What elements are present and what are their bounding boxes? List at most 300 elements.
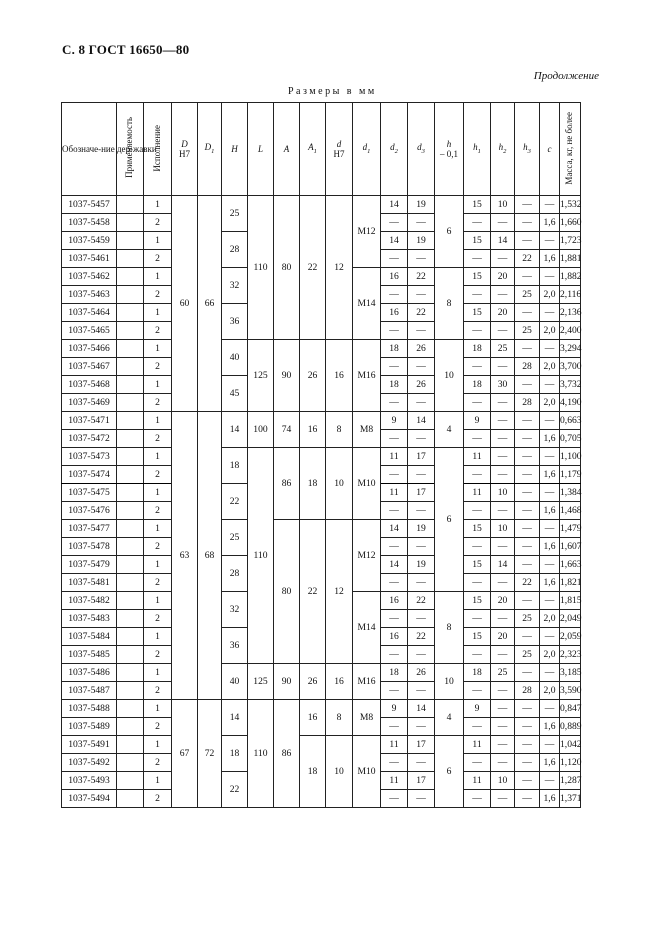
cell-ver: 2 — [144, 358, 172, 376]
col-designation: Обозначе-ние дер-жавки — [62, 103, 117, 196]
cell-d: 12 — [326, 196, 353, 340]
cell-h: 8 — [435, 592, 464, 664]
cell-d2: — — [381, 214, 408, 232]
cell-d3: 22 — [408, 628, 435, 646]
cell-ver: 1 — [144, 592, 172, 610]
table-header — [62, 103, 611, 196]
cell-h3: — — [515, 790, 540, 808]
col-d2: $d_2$ — [381, 103, 408, 196]
cell-c: — — [540, 700, 560, 718]
cell-h3: — — [515, 214, 540, 232]
cell-ver: 2 — [144, 646, 172, 664]
cell-h: 10 — [435, 664, 464, 700]
cell-d3: 26 — [408, 340, 435, 358]
cell-m: 1,660 — [560, 214, 581, 232]
cell-des: 1037-5474 — [62, 466, 117, 484]
cell-d2: — — [381, 502, 408, 520]
cell-D: 60 — [172, 196, 198, 412]
cell-m: 1,287 — [560, 772, 581, 790]
cell-c: — — [540, 376, 560, 394]
cell-h3: 22 — [515, 574, 540, 592]
cell-H: 22 — [222, 772, 248, 808]
table-row — [62, 736, 611, 754]
cell-H: 45 — [222, 376, 248, 412]
cell-h2: — — [491, 466, 515, 484]
cell-ver: 1 — [144, 484, 172, 502]
cell-c: — — [540, 304, 560, 322]
cell-d3: 19 — [408, 520, 435, 538]
cell-h3: — — [515, 664, 540, 682]
cell-d1: M10 — [353, 736, 381, 808]
col-version: Исполнение — [144, 103, 172, 196]
cell-h2: 20 — [491, 628, 515, 646]
cell-h3: 25 — [515, 610, 540, 628]
cell-des: 1037-5487 — [62, 682, 117, 700]
cell-d3: 22 — [408, 592, 435, 610]
cell-h1: — — [464, 394, 491, 412]
cell-d1: M12 — [353, 520, 381, 592]
cell-h3: — — [515, 484, 540, 502]
cell-d2: — — [381, 610, 408, 628]
cell-h2: — — [491, 574, 515, 592]
cell-h2: — — [491, 322, 515, 340]
cell-h3: — — [515, 466, 540, 484]
cell-h3: — — [515, 502, 540, 520]
cell-d2: 11 — [381, 448, 408, 466]
cell-c: — — [540, 628, 560, 646]
cell-app — [117, 700, 144, 718]
cell-m: 2,049 — [560, 610, 581, 628]
cell-app — [117, 520, 144, 538]
cell-app — [117, 592, 144, 610]
cell-d2: 16 — [381, 628, 408, 646]
cell-d2: 14 — [381, 196, 408, 214]
cell-H: 28 — [222, 556, 248, 592]
continuation-note: Продолжение — [533, 70, 599, 82]
cell-h1: 18 — [464, 340, 491, 358]
cell-H: 14 — [222, 700, 248, 736]
cell-ver: 2 — [144, 394, 172, 412]
cell-ver: 2 — [144, 610, 172, 628]
cell-ver: 2 — [144, 502, 172, 520]
cell-app — [117, 610, 144, 628]
cell-d3: — — [408, 430, 435, 448]
cell-d2: 16 — [381, 304, 408, 322]
cell-d2: — — [381, 574, 408, 592]
cell-app — [117, 736, 144, 754]
cell-h2: — — [491, 250, 515, 268]
cell-L: 100 — [248, 412, 274, 448]
cell-A1: 18 — [300, 736, 326, 808]
cell-h3: — — [515, 376, 540, 394]
cell-des: 1037-5469 — [62, 394, 117, 412]
cell-ver: 2 — [144, 790, 172, 808]
cell-m: 0,705 — [560, 430, 581, 448]
cell-des: 1037-5489 — [62, 718, 117, 736]
cell-H: 18 — [222, 736, 248, 772]
cell-m: 1,042 — [560, 736, 581, 754]
cell-app — [117, 268, 144, 286]
cell-d3: — — [408, 466, 435, 484]
cell-d3: — — [408, 574, 435, 592]
cell-app — [117, 232, 144, 250]
cell-A1: 18 — [300, 448, 326, 520]
cell-ver: 2 — [144, 718, 172, 736]
cell-d1: M8 — [353, 412, 381, 448]
cell-D: 67 — [172, 700, 198, 808]
cell-h2: — — [491, 214, 515, 232]
cell-h1: 11 — [464, 772, 491, 790]
cell-ver: 2 — [144, 322, 172, 340]
cell-h: 8 — [435, 268, 464, 340]
cell-d2: 11 — [381, 772, 408, 790]
cell-app — [117, 502, 144, 520]
cell-h1: — — [464, 322, 491, 340]
cell-L: 110 — [248, 196, 274, 340]
cell-d3: 26 — [408, 664, 435, 682]
cell-des: 1037-5486 — [62, 664, 117, 682]
cell-app — [117, 790, 144, 808]
cell-des: 1037-5494 — [62, 790, 117, 808]
cell-d2: 18 — [381, 664, 408, 682]
col-D1: $D_1$ — [198, 103, 222, 196]
cell-H: 40 — [222, 664, 248, 700]
cell-d2: 14 — [381, 232, 408, 250]
cell-app — [117, 484, 144, 502]
cell-d: 8 — [326, 412, 353, 448]
cell-h1: 15 — [464, 556, 491, 574]
cell-h1: 15 — [464, 592, 491, 610]
cell-h2: — — [491, 736, 515, 754]
cell-d: 10 — [326, 736, 353, 808]
cell-m: 1,815 — [560, 592, 581, 610]
cell-D: 63 — [172, 412, 198, 700]
cell-des: 1037-5467 — [62, 358, 117, 376]
cell-d3: — — [408, 214, 435, 232]
cell-h3: — — [515, 700, 540, 718]
cell-c: 1,6 — [540, 790, 560, 808]
col-L: L — [248, 103, 274, 196]
col-mass: Масса, кг, не более — [560, 103, 581, 196]
cell-d3: — — [408, 790, 435, 808]
cell-h3: — — [515, 412, 540, 430]
cell-h1: — — [464, 466, 491, 484]
cell-h1: — — [464, 718, 491, 736]
cell-d2: 16 — [381, 592, 408, 610]
cell-H: 32 — [222, 592, 248, 628]
cell-d: 16 — [326, 664, 353, 700]
cell-d1: M12 — [353, 196, 381, 268]
cell-m: 1,882 — [560, 268, 581, 286]
cell-L: 110 — [248, 448, 274, 664]
cell-d1: M14 — [353, 592, 381, 664]
cell-ver: 1 — [144, 268, 172, 286]
cell-d3: 17 — [408, 448, 435, 466]
cell-d3: — — [408, 718, 435, 736]
cell-des: 1037-5481 — [62, 574, 117, 592]
cell-h2: 20 — [491, 304, 515, 322]
col-c: c — [540, 103, 560, 196]
cell-A: 90 — [274, 340, 300, 412]
cell-des: 1037-5478 — [62, 538, 117, 556]
cell-h: 10 — [435, 340, 464, 412]
cell-d3: — — [408, 286, 435, 304]
cell-d3: 19 — [408, 556, 435, 574]
cell-h: 4 — [435, 700, 464, 736]
cell-h1: 9 — [464, 700, 491, 718]
col-A: A — [274, 103, 300, 196]
cell-d2: 9 — [381, 700, 408, 718]
cell-A: 80 — [274, 520, 300, 664]
cell-h: 6 — [435, 448, 464, 592]
cell-h1: — — [464, 538, 491, 556]
cell-des: 1037-5477 — [62, 520, 117, 538]
cell-h2: — — [491, 790, 515, 808]
cell-m: 3,185 — [560, 664, 581, 682]
cell-h3: — — [515, 430, 540, 448]
cell-ver: 1 — [144, 772, 172, 790]
cell-des: 1037-5488 — [62, 700, 117, 718]
cell-h2: — — [491, 412, 515, 430]
cell-app — [117, 574, 144, 592]
cell-h2: 14 — [491, 556, 515, 574]
cell-des: 1037-5472 — [62, 430, 117, 448]
cell-app — [117, 304, 144, 322]
cell-d2: 11 — [381, 736, 408, 754]
cell-c: — — [540, 340, 560, 358]
cell-h1: 15 — [464, 628, 491, 646]
cell-ver: 1 — [144, 700, 172, 718]
cell-h3: 25 — [515, 646, 540, 664]
cell-A1: 22 — [300, 196, 326, 340]
cell-h1: — — [464, 610, 491, 628]
cell-h1: — — [464, 682, 491, 700]
cell-A: 90 — [274, 664, 300, 700]
cell-h1: 15 — [464, 196, 491, 214]
cell-h1: 11 — [464, 448, 491, 466]
cell-ver: 2 — [144, 538, 172, 556]
cell-A: 74 — [274, 412, 300, 448]
cell-des: 1037-5485 — [62, 646, 117, 664]
cell-c: 1,6 — [540, 718, 560, 736]
table-row — [62, 340, 611, 358]
table-row — [62, 700, 611, 718]
cell-c: 1,6 — [540, 466, 560, 484]
cell-d2: 9 — [381, 412, 408, 430]
cell-ver: 2 — [144, 574, 172, 592]
cell-h3: 28 — [515, 682, 540, 700]
cell-d2: — — [381, 538, 408, 556]
cell-c: — — [540, 232, 560, 250]
cell-h3: — — [515, 340, 540, 358]
cell-A1: 22 — [300, 520, 326, 664]
cell-d1: M16 — [353, 340, 381, 412]
cell-m: 2,136 — [560, 304, 581, 322]
cell-A1: 26 — [300, 340, 326, 412]
cell-h3: — — [515, 520, 540, 538]
col-A1: $A_1$ — [300, 103, 326, 196]
cell-h1: — — [464, 646, 491, 664]
cell-ver: 1 — [144, 628, 172, 646]
cell-h2: — — [491, 610, 515, 628]
cell-h1: — — [464, 286, 491, 304]
cell-ver: 2 — [144, 682, 172, 700]
cell-d2: — — [381, 646, 408, 664]
cell-H: 36 — [222, 304, 248, 340]
cell-H: 25 — [222, 520, 248, 556]
cell-des: 1037-5466 — [62, 340, 117, 358]
cell-app — [117, 376, 144, 394]
cell-h1: — — [464, 574, 491, 592]
cell-D1: 66 — [198, 196, 222, 412]
cell-m: 1,532 — [560, 196, 581, 214]
cell-c: — — [540, 268, 560, 286]
cell-ver: 1 — [144, 412, 172, 430]
cell-des: 1037-5473 — [62, 448, 117, 466]
cell-c: — — [540, 448, 560, 466]
cell-d2: — — [381, 394, 408, 412]
cell-A1: 16 — [300, 412, 326, 448]
cell-app — [117, 556, 144, 574]
cell-d2: — — [381, 250, 408, 268]
cell-d2: — — [381, 718, 408, 736]
cell-ver: 1 — [144, 520, 172, 538]
cell-des: 1037-5471 — [62, 412, 117, 430]
cell-d3: 26 — [408, 376, 435, 394]
cell-d2: — — [381, 430, 408, 448]
cell-h1: 18 — [464, 664, 491, 682]
cell-h1: 15 — [464, 268, 491, 286]
cell-m: 0,663 — [560, 412, 581, 430]
cell-des: 1037-5491 — [62, 736, 117, 754]
cell-app — [117, 646, 144, 664]
cell-ver: 1 — [144, 232, 172, 250]
cell-h3: — — [515, 448, 540, 466]
cell-d2: — — [381, 358, 408, 376]
cell-m: 1,179 — [560, 466, 581, 484]
cell-H: 40 — [222, 340, 248, 376]
cell-h3: 25 — [515, 322, 540, 340]
cell-m: 1,371 — [560, 790, 581, 808]
cell-m: 0,889 — [560, 718, 581, 736]
cell-des: 1037-5465 — [62, 322, 117, 340]
cell-h3: — — [515, 736, 540, 754]
cell-h3: — — [515, 718, 540, 736]
cell-c: 1,6 — [540, 754, 560, 772]
cell-m: 1,120 — [560, 754, 581, 772]
col-application: Применяемость — [117, 103, 144, 196]
cell-d3: 19 — [408, 196, 435, 214]
cell-h2: — — [491, 718, 515, 736]
col-d3: $d_3$ — [408, 103, 435, 196]
cell-H: 22 — [222, 484, 248, 520]
cell-ver: 1 — [144, 376, 172, 394]
cell-h1: — — [464, 214, 491, 232]
cell-h2: 10 — [491, 520, 515, 538]
cell-app — [117, 754, 144, 772]
cell-h: 4 — [435, 412, 464, 448]
cell-c: 2,0 — [540, 646, 560, 664]
cell-A1: 16 — [300, 700, 326, 736]
cell-h1: 18 — [464, 376, 491, 394]
cell-m: 3,294 — [560, 340, 581, 358]
cell-L: 110 — [248, 700, 274, 808]
cell-h2: — — [491, 538, 515, 556]
cell-d3: 22 — [408, 268, 435, 286]
cell-d: 16 — [326, 340, 353, 412]
cell-h2: 25 — [491, 664, 515, 682]
cell-c: 2,0 — [540, 358, 560, 376]
cell-m: 2,116 — [560, 286, 581, 304]
cell-h3: — — [515, 232, 540, 250]
cell-ver: 2 — [144, 466, 172, 484]
cell-d3: — — [408, 322, 435, 340]
cell-h2: 25 — [491, 340, 515, 358]
cell-d2: — — [381, 286, 408, 304]
cell-c: 1,6 — [540, 250, 560, 268]
cell-app — [117, 430, 144, 448]
cell-ver: 1 — [144, 556, 172, 574]
cell-des: 1037-5475 — [62, 484, 117, 502]
cell-c: — — [540, 412, 560, 430]
cell-d2: 14 — [381, 556, 408, 574]
cell-h2: — — [491, 502, 515, 520]
cell-ver: 2 — [144, 286, 172, 304]
cell-d3: — — [408, 754, 435, 772]
cell-c: — — [540, 592, 560, 610]
cell-des: 1037-5479 — [62, 556, 117, 574]
cell-app — [117, 448, 144, 466]
cell-c: 2,0 — [540, 322, 560, 340]
cell-app — [117, 718, 144, 736]
cell-h2: — — [491, 754, 515, 772]
cell-m: 2,400 — [560, 322, 581, 340]
cell-d3: 17 — [408, 484, 435, 502]
cell-d3: 17 — [408, 736, 435, 754]
cell-d3: — — [408, 502, 435, 520]
table-row — [62, 448, 611, 466]
cell-d2: — — [381, 466, 408, 484]
cell-d2: 16 — [381, 268, 408, 286]
cell-H: 18 — [222, 448, 248, 484]
cell-m: 2,323 — [560, 646, 581, 664]
col-d1: $d_1$ — [353, 103, 381, 196]
cell-c: 1,6 — [540, 502, 560, 520]
cell-c: 1,6 — [540, 430, 560, 448]
cell-des: 1037-5468 — [62, 376, 117, 394]
col-H: H — [222, 103, 248, 196]
cell-app — [117, 682, 144, 700]
cell-d2: — — [381, 322, 408, 340]
cell-app — [117, 628, 144, 646]
table-row — [62, 520, 611, 538]
cell-m: 1,607 — [560, 538, 581, 556]
cell-des: 1037-5458 — [62, 214, 117, 232]
cell-h2: — — [491, 430, 515, 448]
cell-d2: 11 — [381, 484, 408, 502]
cell-ver: 2 — [144, 754, 172, 772]
cell-d: 12 — [326, 520, 353, 664]
cell-h3: — — [515, 304, 540, 322]
cell-c: 1,6 — [540, 574, 560, 592]
cell-c: — — [540, 484, 560, 502]
cell-d: 10 — [326, 448, 353, 520]
cell-app — [117, 286, 144, 304]
cell-h3: — — [515, 556, 540, 574]
cell-ver: 1 — [144, 304, 172, 322]
page-header: С. 8 ГОСТ 16650—80 — [62, 42, 190, 57]
cell-m: 3,732 — [560, 376, 581, 394]
